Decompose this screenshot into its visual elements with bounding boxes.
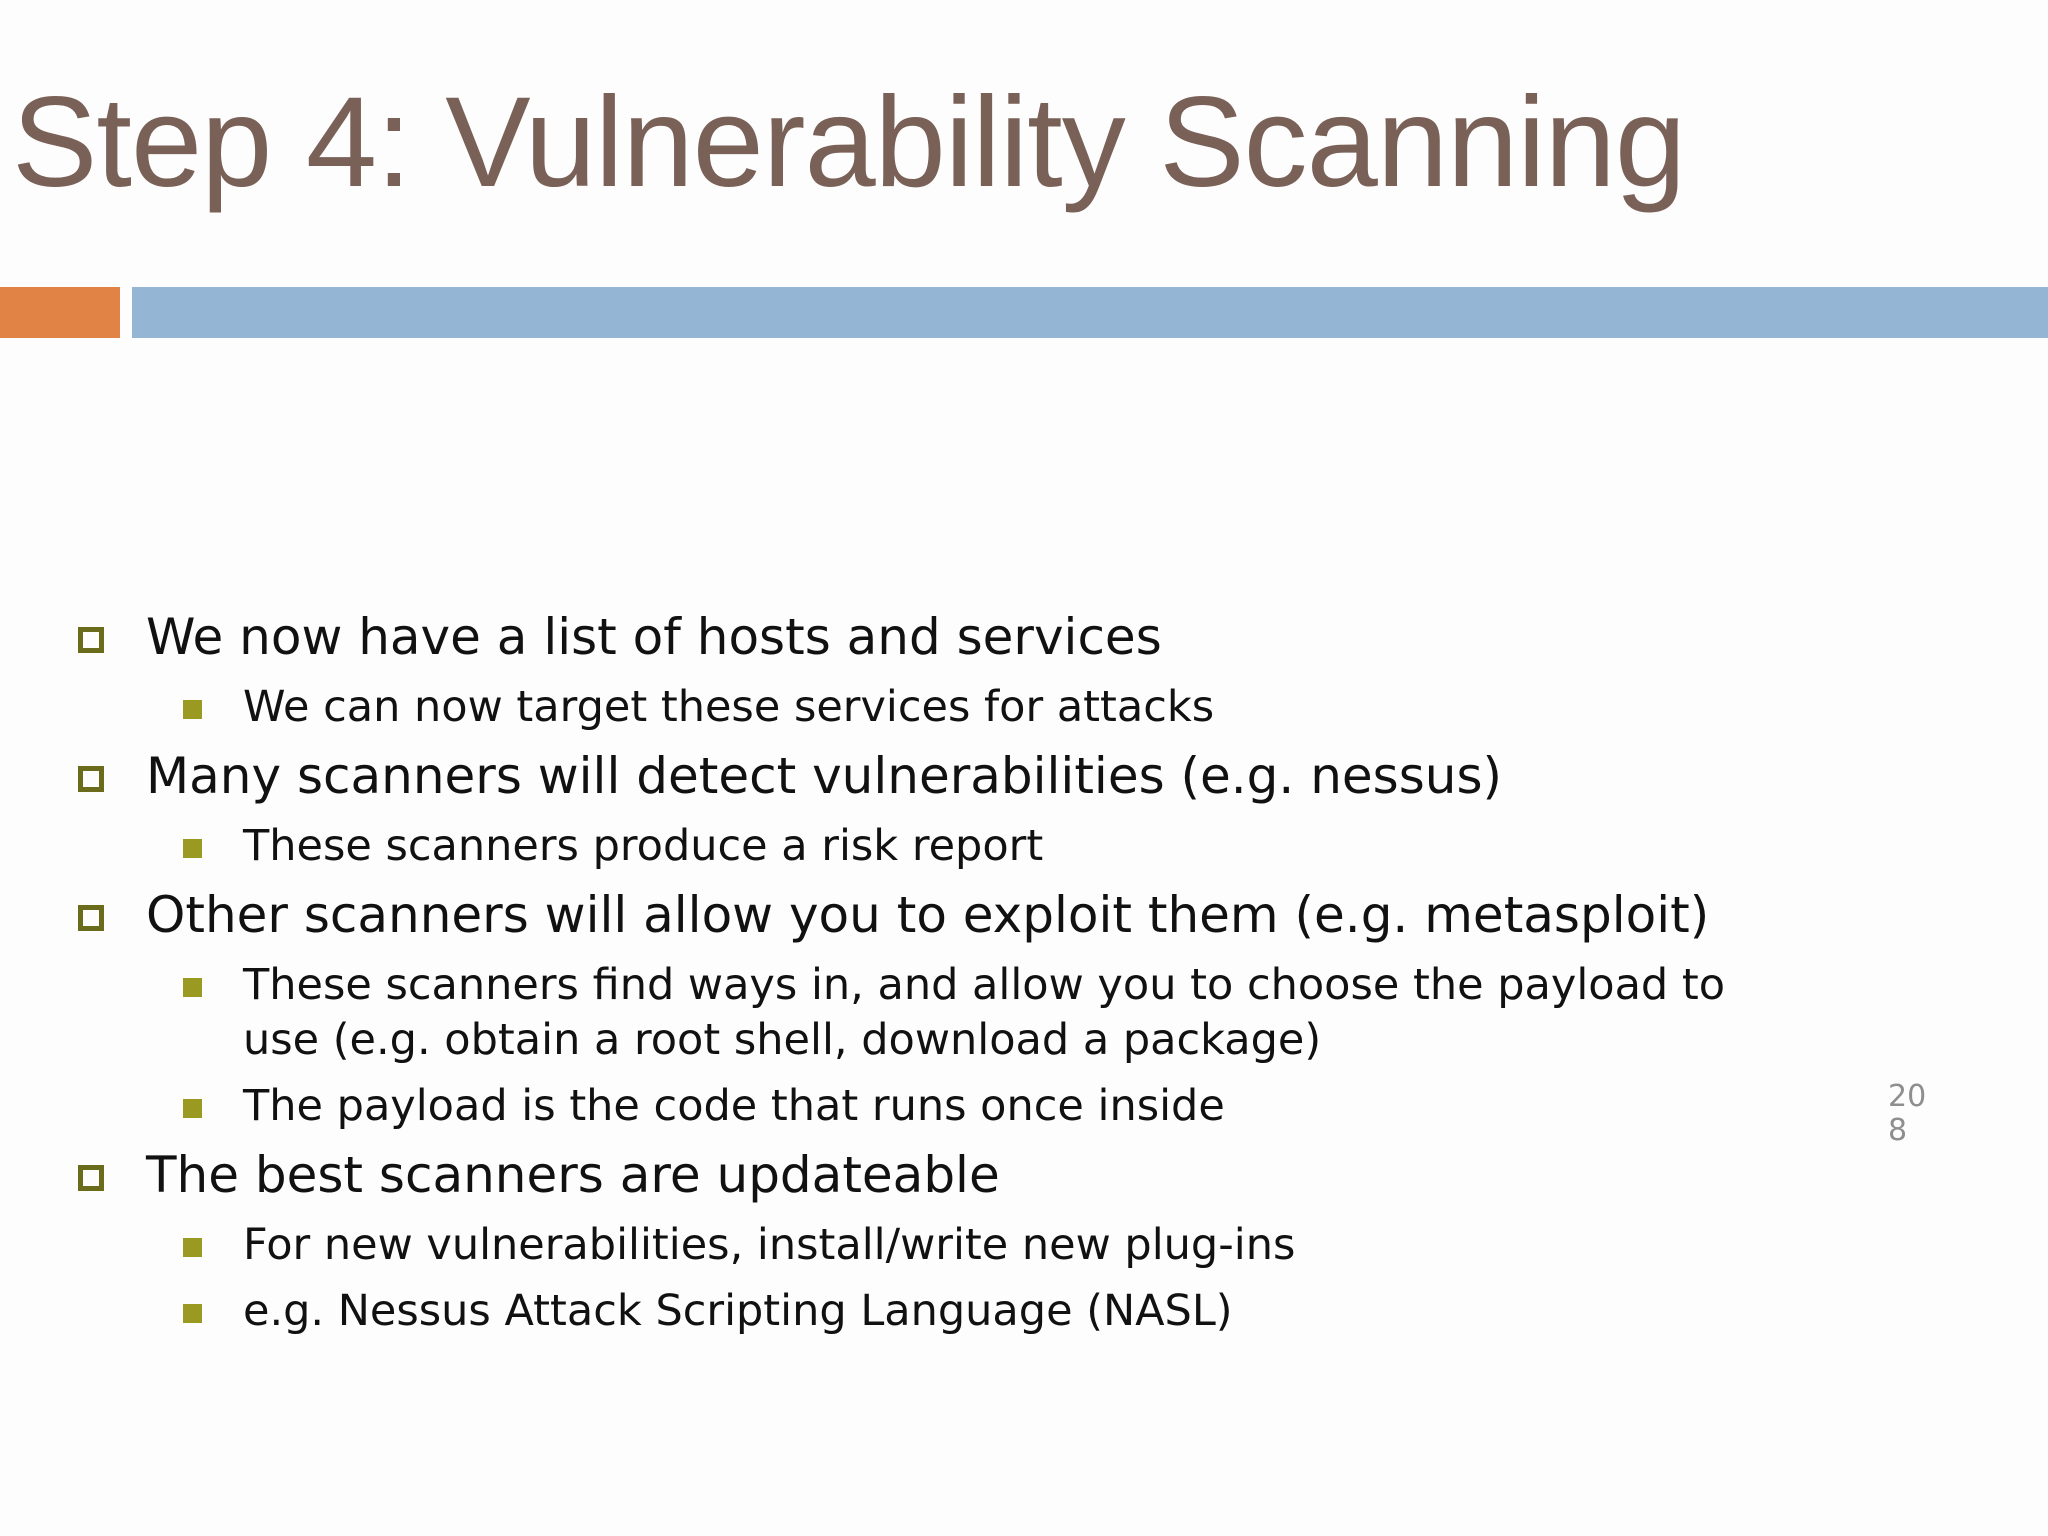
sub-bullet-item: These scanners find ways in, and allow you to choose the payload to — [243, 960, 1726, 1010]
sub-bullet-item: For new vulnerabilities, install/write new plug-ins — [243, 1220, 1296, 1270]
sub-bullet-item: e.g. Nessus Attack Scripting Language (NASL) — [243, 1286, 1233, 1336]
bullet-item: We now have a list of hosts and services — [146, 608, 1162, 666]
sub-bullet-item: These scanners produce a risk report — [243, 821, 1044, 871]
square-sub-bullet-icon — [183, 839, 202, 858]
square-bullet-icon — [78, 627, 104, 653]
square-sub-bullet-icon — [183, 978, 202, 997]
sub-bullet-item: We can now target these services for attacks — [243, 682, 1215, 732]
square-sub-bullet-icon — [183, 1099, 202, 1118]
page-number-line-1: 20 — [1888, 1079, 1927, 1114]
square-bullet-icon — [78, 905, 104, 931]
square-bullet-icon — [78, 766, 104, 792]
square-bullet-icon — [78, 1165, 104, 1191]
sub-bullet-item-continuation: use (e.g. obtain a root shell, download a package) — [243, 1015, 1322, 1065]
bullet-item: Other scanners will allow you to exploit them (e.g. metasploit) — [146, 886, 1710, 944]
page-number — [1888, 1080, 1948, 1148]
page-number-line-2: 8 — [1888, 1113, 1908, 1148]
square-sub-bullet-icon — [183, 1304, 202, 1323]
sub-bullet-item: The payload is the code that runs once inside — [243, 1081, 1225, 1131]
square-sub-bullet-icon — [183, 1238, 202, 1257]
bullet-item: The best scanners are updateable — [146, 1146, 1000, 1204]
slide-title: Step 4: Vulnerability Scanning — [12, 71, 1685, 214]
square-sub-bullet-icon — [183, 700, 202, 719]
bullet-item: Many scanners will detect vulnerabilities (e.g. nessus) — [146, 747, 1503, 805]
